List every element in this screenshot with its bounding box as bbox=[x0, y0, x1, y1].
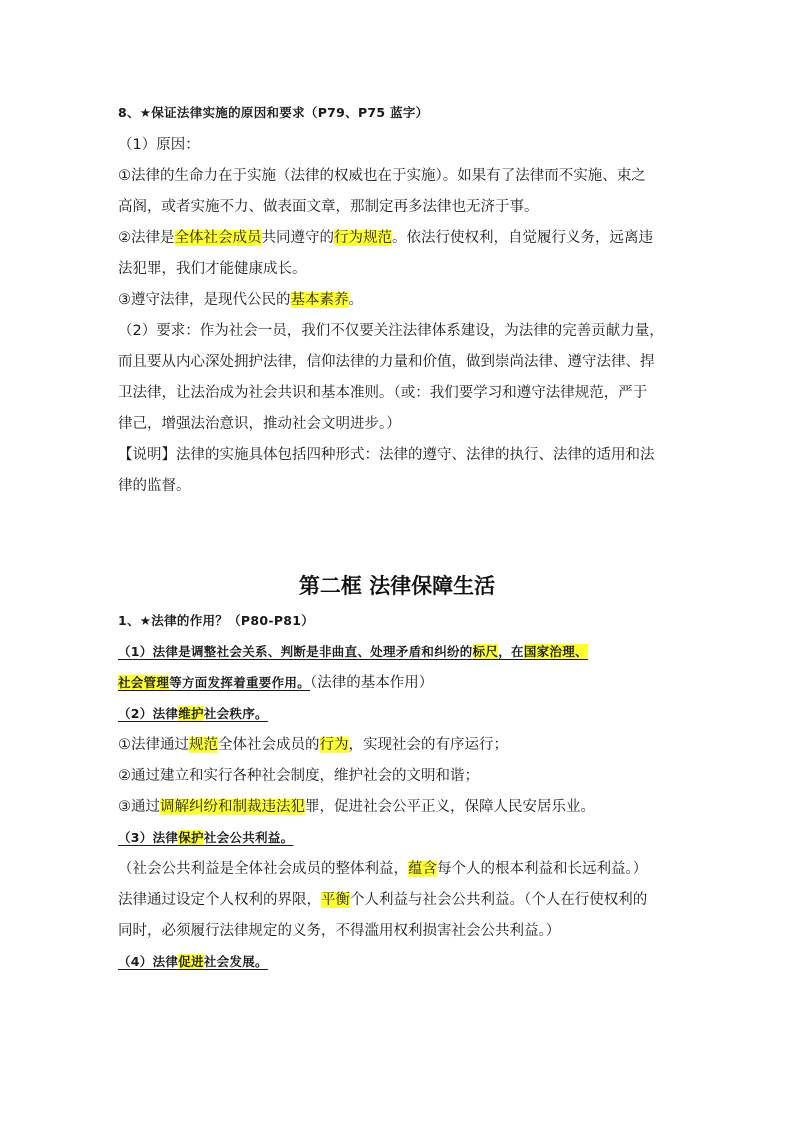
reason2-line1 bbox=[118, 228, 653, 248]
section8-heading: 8、★保证法律实施的原因和要求（P79、P75 蓝字） bbox=[118, 105, 429, 120]
highlight: 促进 bbox=[178, 954, 204, 969]
item2-line: ②通过建立和实行各种社会制度，维护社会的文明和谐； bbox=[118, 768, 479, 784]
highlight: 基本素养 bbox=[290, 292, 349, 308]
text: （3）法律 bbox=[118, 830, 179, 845]
reason3-line bbox=[118, 290, 363, 310]
requirement-line1: （2）要求：作为社会一员，我们不仅要关注法律体系建设，为法律的完善贡献力量， bbox=[118, 323, 664, 339]
text: 。依法行使权利，自觉履行义务，远离违 bbox=[392, 230, 653, 246]
section-title: 第二框 法律保障生活 bbox=[298, 574, 496, 598]
text: 等方面发挥着重要作用。 bbox=[169, 675, 311, 690]
text: 社会发展。 bbox=[203, 954, 268, 969]
point1-line1 bbox=[118, 642, 588, 662]
requirement-line2: 而且要从内心深处拥护法律，信仰法律的力量和价值，做到崇尚法律、遵守法律、捍 bbox=[118, 354, 655, 370]
point1-line2 bbox=[118, 673, 433, 693]
balance-line2: 同时，必须履行法律规定的义务，不得滥用权利损害社会公共利益。） bbox=[118, 923, 561, 939]
highlight: 维护 bbox=[178, 706, 204, 721]
requirement-line3: 卫法律，让法治成为社会共识和基本准则。（或：我们要学习和遵守法律规范，严于 bbox=[118, 385, 648, 401]
text: （法律的基本作用） bbox=[310, 675, 434, 691]
text: ③通过 bbox=[118, 799, 160, 815]
text: ，实现社会的有序运行； bbox=[348, 737, 508, 753]
text: （2）法律 bbox=[118, 706, 179, 721]
point2-heading bbox=[118, 704, 268, 724]
highlight: 保护 bbox=[178, 830, 204, 845]
highlight: 标尺 bbox=[472, 644, 499, 659]
highlight: 行为规范 bbox=[334, 230, 392, 246]
reason2-line2: 法犯罪，我们才能健康成长。 bbox=[118, 261, 307, 277]
text: 社会秩序。 bbox=[203, 706, 268, 721]
text: 全体社会成员的 bbox=[218, 737, 320, 753]
highlight: 行为 bbox=[319, 737, 349, 753]
reason-label: （1）原因： bbox=[118, 137, 200, 153]
reason1-line1: ①法律的生命力在于实施（法律的权威也在于实施）。如果有了法律而不实施、束之 bbox=[118, 168, 646, 184]
item1-line bbox=[118, 735, 508, 755]
text: ③遵守法律，是现代公民的 bbox=[118, 292, 291, 308]
text: （社会公共利益是全体社会成员的整体利益， bbox=[118, 861, 408, 877]
section1-heading: 1、★法律的作用？（P80-P81） bbox=[118, 613, 315, 628]
note-line1: 【说明】法律的实施具体包括四种形式：法律的遵守、法律的执行、法律的适用和法 bbox=[118, 447, 655, 463]
highlight: 蕴含 bbox=[408, 861, 437, 877]
highlight: 平衡 bbox=[321, 892, 350, 908]
text: 共同遵守的 bbox=[261, 230, 334, 246]
text: 。 bbox=[348, 292, 363, 308]
text: 每个人的根本利益和长远利益。） bbox=[437, 861, 648, 877]
item3-line bbox=[118, 797, 595, 817]
highlight: 全体社会成员 bbox=[174, 230, 262, 246]
text: ①法律通过 bbox=[118, 737, 189, 753]
note-line2: 律的监督。 bbox=[118, 478, 191, 494]
highlight: 国家治理、 bbox=[523, 644, 588, 659]
text: 个人利益与社会公共利益。（个人在行使权利的 bbox=[350, 892, 648, 908]
text: （4）法律 bbox=[118, 954, 179, 969]
text: 罪，促进社会公平正义，保障人民安居乐业。 bbox=[305, 799, 595, 815]
text: ②法律是 bbox=[118, 230, 175, 246]
balance-line1 bbox=[118, 890, 647, 910]
requirement-line4: 律己，增强法治意识，推动社会文明进步。） bbox=[118, 416, 401, 432]
highlight: 社会管理 bbox=[118, 675, 170, 690]
highlight: 调解纠纷和制裁违法犯 bbox=[160, 799, 305, 815]
text: （1）法律是调整社会关系、判断是非曲直、处理矛盾和纠纷的 bbox=[118, 644, 473, 659]
text: 社会公共利益。 bbox=[203, 830, 294, 845]
point4-heading bbox=[118, 952, 268, 972]
text: 法律通过设定个人权利的界限， bbox=[118, 892, 321, 908]
reason1-line2: 高阁，或者实施不力、做表面文章，那制定再多法律也无济于事。 bbox=[118, 199, 539, 215]
highlight: 规范 bbox=[189, 737, 218, 753]
point3-heading bbox=[118, 828, 293, 848]
text: ，在 bbox=[498, 644, 524, 659]
public-interest-line bbox=[118, 859, 647, 879]
